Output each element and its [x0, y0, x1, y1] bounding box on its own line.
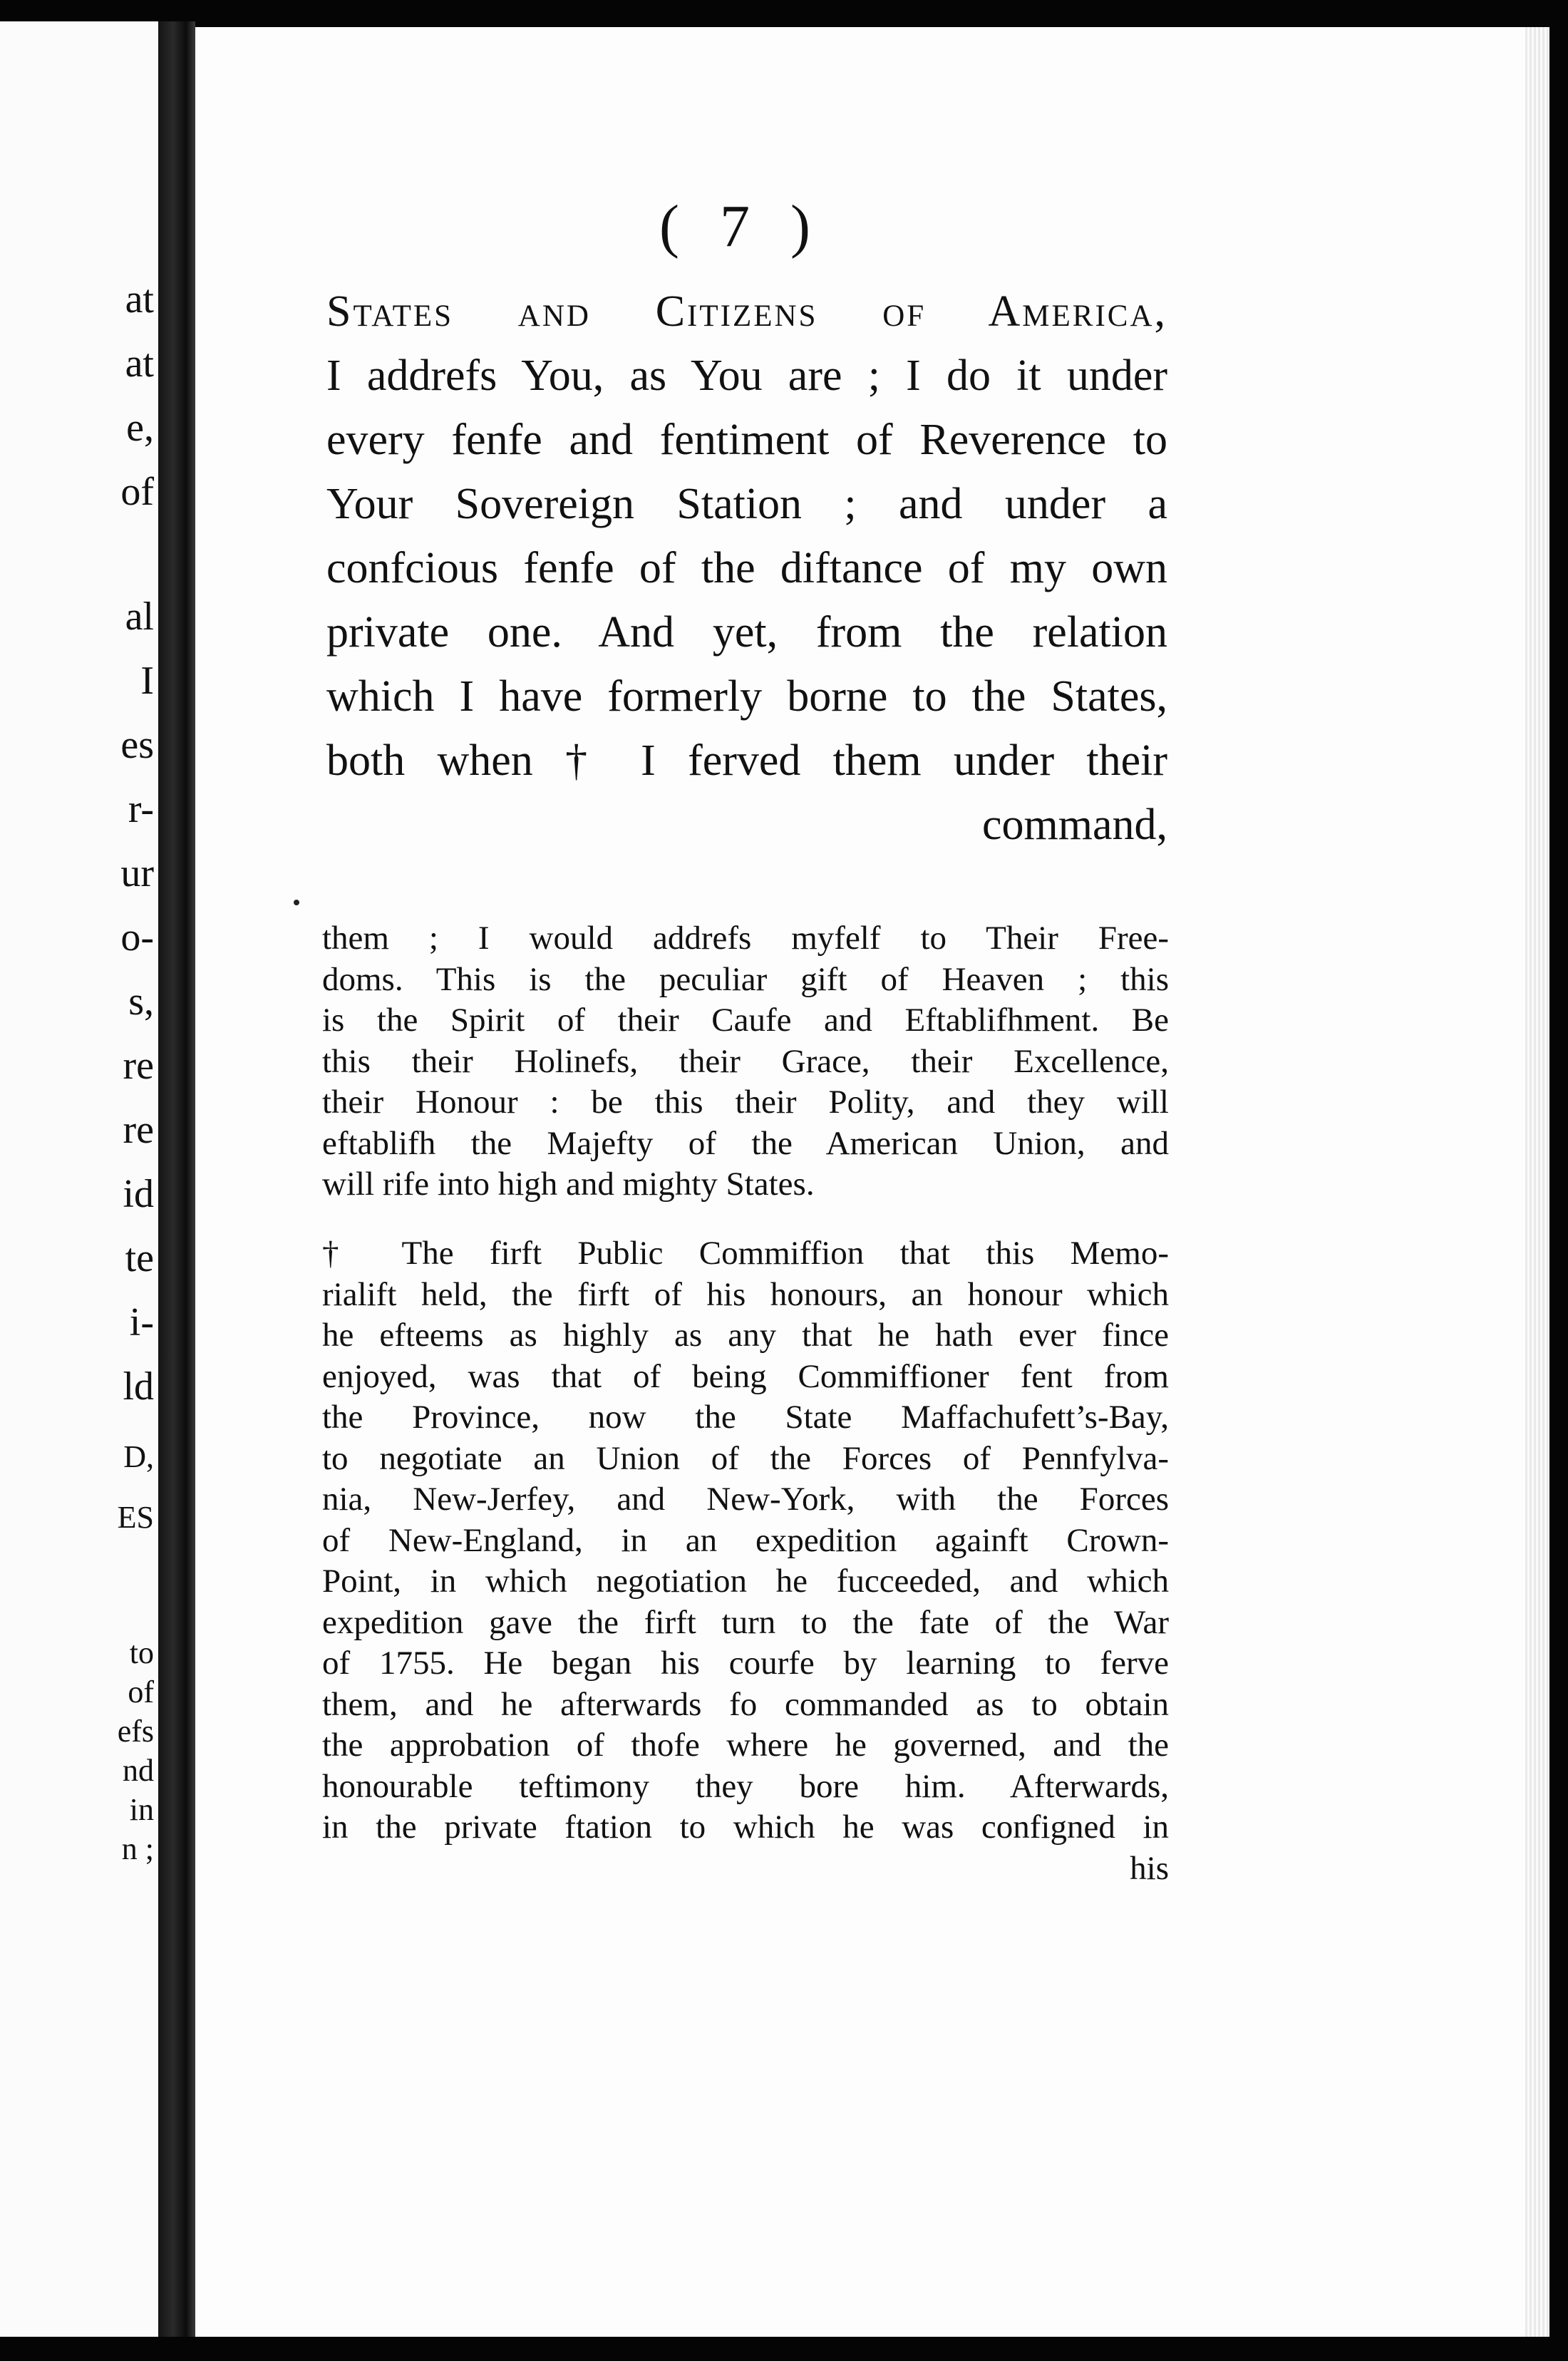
catchword: command,: [982, 801, 1167, 849]
text-line: confcious fenfe of the diftance of my own: [326, 544, 1167, 592]
facing-line-fragment: o-: [120, 915, 154, 960]
footnote-line: † The firft Public Commiffion that this Memo-: [322, 1235, 1169, 1272]
facing-line-fragment: to: [129, 1635, 154, 1670]
facing-line-fragment: e,: [126, 406, 154, 450]
text-line: private one. And yet, from the relation: [326, 608, 1167, 657]
page-number: ( 7 ): [659, 193, 823, 259]
footnote-line: nia, New-Jerfey, and New-York, with the Forces: [322, 1481, 1169, 1518]
facing-line-fragment: I: [140, 659, 154, 703]
note-line: their Honour : be this their Polity, and they will: [322, 1084, 1169, 1121]
facing-line-fragment: in: [129, 1792, 154, 1827]
footnote-line: them, and he afterwards fo commanded as to obtain: [322, 1685, 1169, 1723]
facing-line-fragment: r-: [128, 787, 154, 831]
footnote-line: he efteems as highly as any that he hath ever fince: [322, 1317, 1169, 1354]
facing-line-fragment: te: [125, 1236, 154, 1280]
scan-border-top: [0, 0, 1568, 27]
facing-line-fragment: D,: [123, 1439, 154, 1474]
footnote-line: expedition gave the firft turn to the fate of the War: [322, 1603, 1169, 1641]
footnote-line: rialift held, the firft of his honours, an honour which: [322, 1275, 1169, 1313]
facing-line-fragment: ur: [120, 851, 154, 895]
facing-line-fragment: ES: [117, 1500, 154, 1535]
footnote-line: Point, in which negotiation he fucceeded, and which: [322, 1563, 1169, 1600]
footnote-line: the Province, now the State Maffachufett’s-Bay,: [322, 1399, 1169, 1436]
facing-line-fragment: nd: [123, 1753, 154, 1788]
facing-line-fragment: of: [120, 470, 154, 514]
footnote-line: to negotiate an Union of the Forces of Pennfylva-: [322, 1439, 1169, 1477]
text-line: every fenfe and fentiment of Reverence to: [326, 416, 1167, 464]
text-line: which I have formerly borne to the States,: [326, 672, 1167, 721]
facing-line-fragment: i-: [129, 1300, 154, 1344]
text-line: Your Sovereign Station ; and under a: [326, 480, 1167, 528]
continued-note: [322, 918, 1169, 1205]
footnote-line: the approbation of thofe where he governed, and the: [322, 1727, 1169, 1764]
facing-page-left: [0, 21, 158, 2338]
scan-border-right: [1549, 21, 1568, 2361]
facing-line-fragment: es: [120, 723, 154, 767]
text-line: I addrefs You, as You are ; I do it under: [326, 351, 1167, 400]
footnote-line: honourable teftimony they bore him. Afterwards,: [322, 1767, 1169, 1805]
address-heading: States and Citizens of America,: [326, 287, 1167, 336]
scan-border-bottom: [0, 2337, 1568, 2361]
ink-dot: [294, 900, 299, 905]
note-line: this their Holinefs, their Grace, their Excellence,: [322, 1042, 1169, 1080]
facing-line-fragment: s,: [128, 979, 154, 1024]
note-line: eftablifh the Majefty of the American Union, and: [322, 1124, 1169, 1162]
note-line: doms. This is the peculiar gift of Heaven ; this: [322, 960, 1169, 998]
footnote-line: enjoyed, was that of being Commiffioner fent from: [322, 1357, 1169, 1395]
note-line: is the Spirit of their Caufe and Eftablifhment. Be: [322, 1002, 1169, 1039]
footnote-line: in the private ftation to which he was configned in: [322, 1809, 1169, 1846]
note-line: them ; I would addrefs myfelf to Their Free-: [322, 920, 1169, 957]
facing-line-fragment: re: [123, 1108, 154, 1152]
facing-line-fragment: al: [125, 595, 154, 639]
facing-line-fragment: efs: [117, 1714, 154, 1749]
book-gutter: [158, 21, 195, 2338]
page-edges: [1525, 27, 1549, 2337]
facing-line-fragment: re: [123, 1044, 154, 1088]
facing-line-fragment: n ;: [121, 1831, 154, 1866]
text-line: both when † I ferved them under their: [326, 736, 1167, 785]
footnote-catchword: his: [1130, 1849, 1169, 1887]
facing-line-fragment: of: [128, 1675, 154, 1709]
facing-line-fragment: ld: [123, 1364, 154, 1409]
facing-line-fragment: id: [123, 1172, 154, 1216]
dagger-footnote: [322, 1233, 1169, 1889]
main-text-block: [326, 279, 1167, 857]
facing-line-fragment: at: [125, 341, 154, 386]
note-line: will rife into high and mighty States.: [322, 1166, 815, 1203]
facing-line-fragment: at: [125, 277, 154, 322]
footnote-line: of 1755. He began his courfe by learning to ferve: [322, 1645, 1169, 1682]
facing-page-text-fragments: [0, 21, 158, 2338]
footnote-line: of New-England, in an expedition againft Crown-: [322, 1521, 1169, 1559]
